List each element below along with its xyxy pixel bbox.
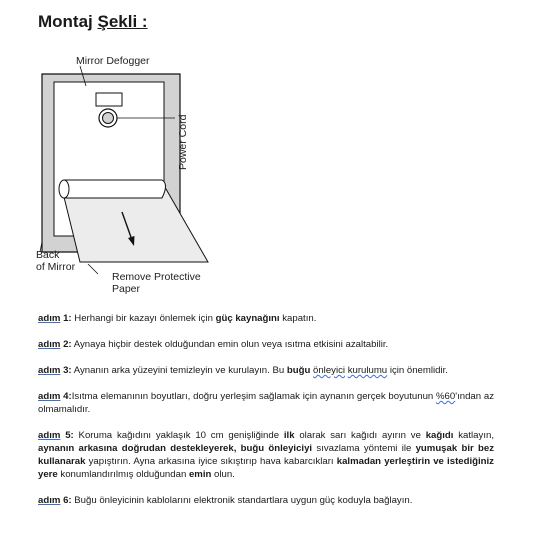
label-remove-line1: Remove Protective xyxy=(112,271,201,283)
step-1: adım 1: Herhangi bir kazayı önlemek için güç kaynağını kapatın. xyxy=(38,313,317,324)
step-5: adım 5: Koruma kağıdını yaklaşık 10 cm genişliğinde ilk olarak sarı kağıdı ayırın ve kağıdı katlayın, aynanın arkasına doğrudan destekleyerek, buğu önleyiciyi sıvazlama yöntemi ile yumuşak bir bez kullanarak yapıştırın. Ayna arkasına iyice sıkıştırıp hava kabarcıkları kalmadan yerleştirin ve istediğiniz yere konumlandırılmış olduğundan emin olun. xyxy=(38,430,494,480)
paper-curl xyxy=(60,180,166,198)
title-prefix: Montaj xyxy=(38,12,98,31)
title-underlined: Şekli : xyxy=(97,12,148,31)
step-4: adım 4:Isıtma elemanının boyutları, doğru yerleşim sağlamak için aynanın gerçek boyutunun %60'ından az olmamalıdır. xyxy=(38,391,494,415)
label-back-line1: Back xyxy=(36,249,60,261)
step-6: adım 6: Buğu önleyicinin kablolarını elektronik standartlara uygun güç koduyla bağlayın. xyxy=(38,495,413,506)
mounting-diagram xyxy=(30,52,230,302)
label-mirror-defogger: Mirror Defogger xyxy=(76,55,150,67)
protective-paper xyxy=(62,189,208,262)
steps-list xyxy=(38,312,494,520)
label-remove-line2: Paper xyxy=(112,283,141,295)
label-back-line2: of Mirror xyxy=(36,261,76,273)
step-2: adım 2: Aynaya hiçbir destek olduğundan emin olun veya ısıtma etkisini azaltabilir. xyxy=(38,339,389,350)
step-3: adım 3: Aynanın arka yüzeyini temizleyin ve kurulayın. Bu buğu önleyici kurulumu için önemlidir. xyxy=(38,365,448,376)
defogger-label-rect xyxy=(96,93,122,106)
label-power-cord: Power Cord xyxy=(177,114,189,170)
page-title xyxy=(38,12,148,32)
